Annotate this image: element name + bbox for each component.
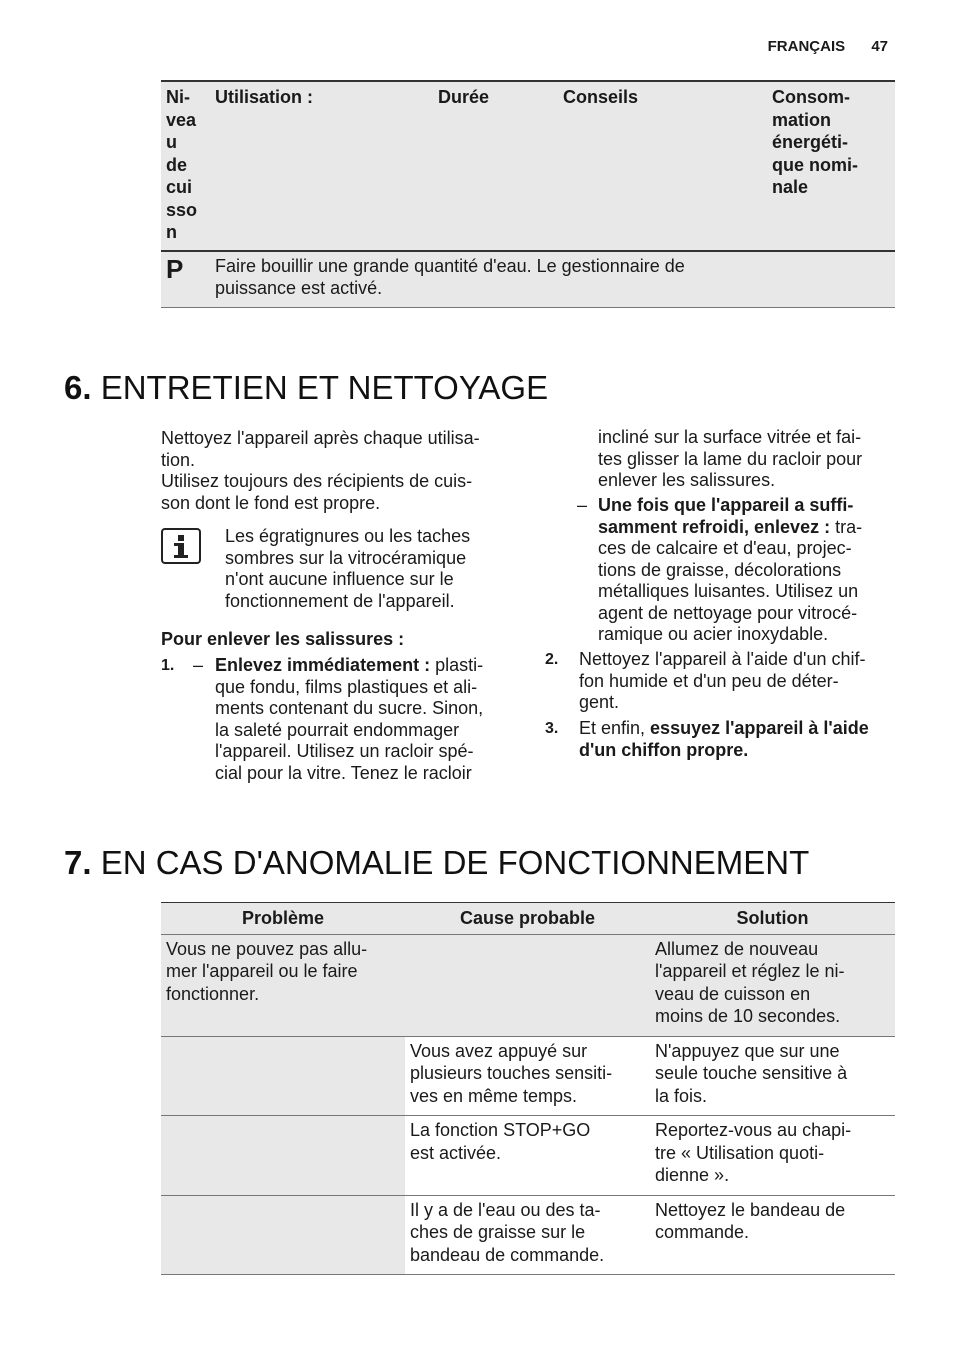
header-cell: Problème [161, 903, 405, 935]
table-row [161, 251, 895, 308]
problem-cell: Vous ne pouvez pas allu- mer l'appareil ou le faire fonctionner. [161, 934, 405, 1036]
table-row [161, 934, 895, 1036]
table-header-row [161, 81, 895, 251]
solution-cell: Reportez-vous au chapi- tre « Utilisation quoti- dienne ». [650, 1116, 895, 1196]
step-number: 1. [161, 657, 175, 674]
table-header-row [161, 903, 895, 935]
cause-cell: La fonction STOP+GO est activée. [405, 1116, 650, 1196]
cause-cell: Vous avez appuyé sur plusieurs touches sensiti- ves en même temps. [405, 1036, 650, 1116]
problem-cell [161, 1195, 405, 1275]
header-cell: Consom- mation énergéti- que nomi- nale [767, 81, 895, 251]
cause-cell: Il y a de l'eau ou des ta- ches de graisse sur le bandeau de commande. [405, 1195, 650, 1275]
info-icon [161, 528, 201, 564]
problem-cell [161, 1036, 405, 1116]
header-language: FRANÇAIS [767, 38, 846, 55]
solution-cell: Allumez de nouveau l'appareil et réglez le ni- veau de cuisson en moins de 10 secondes. [650, 934, 895, 1036]
problem-cell [161, 1116, 405, 1196]
solution-cell: N'appuyez que sur une seule touche sensitive à la fois. [650, 1036, 895, 1116]
troubleshooting-table [161, 902, 895, 1275]
cooking-levels-table [161, 80, 895, 308]
header-cell: Durée [433, 81, 558, 251]
info-text: Les égratignures ou les taches sombres sur la vitrocéramique n'ont aucune influence sur le fonctionnement de l'appareil. [225, 526, 471, 611]
step-number: 3. [545, 720, 559, 737]
step-1-text: Enlevez immédiatement : plasti- que fondu, films plastiques et ali- ments contenant du sucre. Sinon, la saleté pourrait endommager l'appareil. Utilisez un racloir spé- cial pour la vitre. Tenez le racloir [215, 655, 484, 783]
table-row [161, 1036, 895, 1116]
header-cell: Solution [650, 903, 895, 935]
subheading: Pour enlever les salissures : [161, 629, 405, 649]
cause-cell [405, 934, 650, 1036]
solution-cell: Nettoyez le bandeau de commande. [650, 1195, 895, 1275]
table-row [161, 1195, 895, 1275]
section-7-title: 7. EN CAS D'ANOMALIE DE FONCTIONNEMENT [64, 844, 810, 881]
level-description: Faire bouillir une grande quantité d'eau. Le gestionnaire de puissance est activé. [210, 251, 895, 308]
page-number: 47 [871, 38, 888, 55]
header-cell: Utilisation : [210, 81, 433, 251]
header-cell: Conseils [558, 81, 767, 251]
step-3-text: Et enfin, essuyez l'appareil à l'aide d'un chiffon propre. [579, 718, 869, 760]
bullet-dash: – [577, 495, 588, 515]
table-row [161, 1116, 895, 1196]
step-1-continued: incliné sur la surface vitrée et fai- tes glisser la lame du racloir pour enlever les salissures. [598, 427, 863, 490]
section-6-title: 6. ENTRETIEN ET NETTOYAGE [64, 369, 549, 406]
bullet-dash: – [193, 655, 204, 675]
level-symbol: P [161, 251, 210, 308]
step-1b-text: Une fois que l'appareil a suffi- samment refroidi, enlevez : tra- ces de calcaire et d'eau, projec- tions de graisse, décolorations métalliques luisantes. Utilisez un agent de nettoyage pour vitrocé- ramique ou acier inoxydable. [598, 495, 863, 644]
header-cell: Cause probable [405, 903, 650, 935]
step-2-text: Nettoyez l'appareil à l'aide d'un chif- fon humide et d'un peu de déter- gent. [579, 649, 866, 712]
header-cell: Ni- vea u de cui sso n [161, 81, 210, 251]
step-number: 2. [545, 651, 559, 668]
section-6-intro: Nettoyez l'appareil après chaque utilisa- tion. Utilisez toujours des récipients de cuis- son dont le fond est propre. [161, 428, 480, 513]
page-header [768, 38, 888, 55]
